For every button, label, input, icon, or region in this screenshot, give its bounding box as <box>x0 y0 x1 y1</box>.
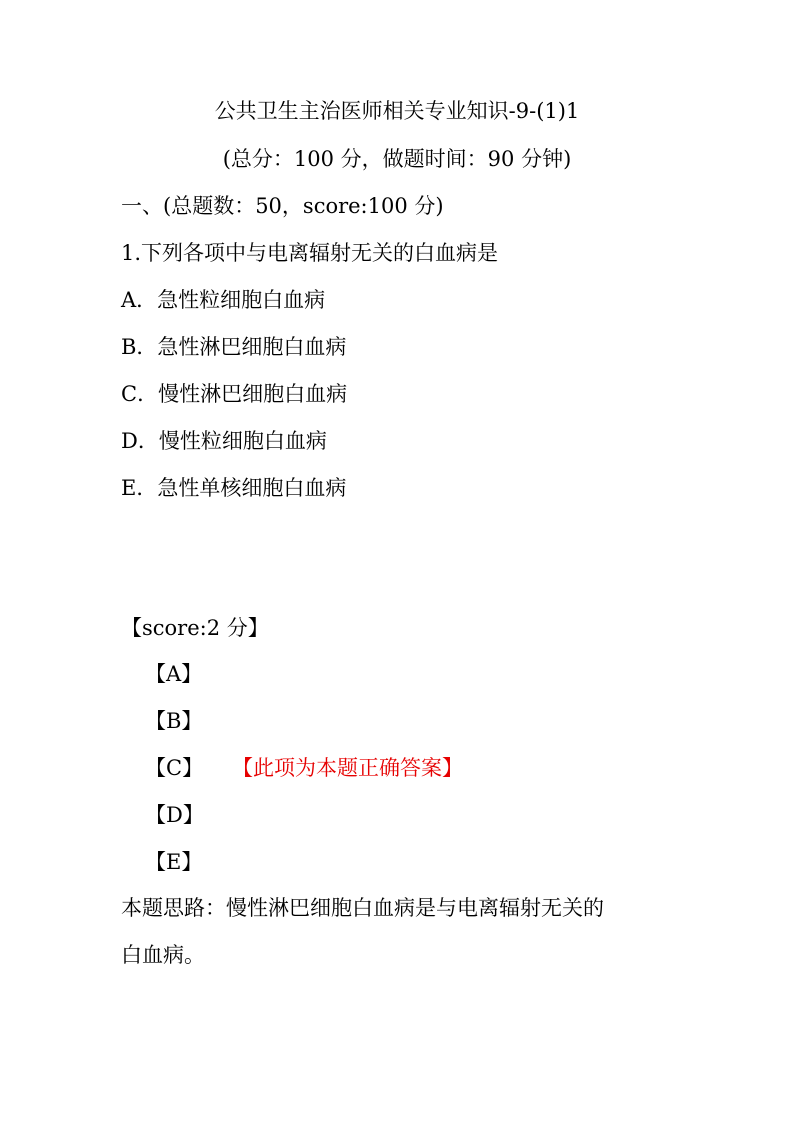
question-text: 1.下列各项中与电离辐射无关的白血病是 <box>121 241 499 265</box>
score-label: 【score:2 分】 <box>121 616 269 640</box>
explanation-line-2: 白血病。 <box>121 943 205 967</box>
option-b: B．急性淋巴细胞白血病 <box>121 335 347 359</box>
document-subtitle: (总分：100 分，做题时间：90 分钟) <box>222 147 572 171</box>
answer-d-label: 【D】 <box>145 803 204 827</box>
option-d: D．慢性粒细胞白血病 <box>121 429 327 453</box>
option-a: A．急性粒细胞白血病 <box>121 288 326 312</box>
answer-e-label: 【E】 <box>145 850 203 874</box>
correct-answer-note: 【此项为本题正确答案】 <box>232 756 463 780</box>
option-c: C．慢性淋巴细胞白血病 <box>121 382 348 406</box>
option-e: E．急性单核细胞白血病 <box>121 476 347 500</box>
answer-a-label: 【A】 <box>145 662 203 686</box>
answer-b-label: 【B】 <box>145 709 203 733</box>
document-title: 公共卫生主治医师相关专业知识-9-(1)1 <box>214 99 580 123</box>
section-header: 一、(总题数：50，score:100 分) <box>121 194 444 218</box>
answer-c-label: 【C】 <box>145 756 204 780</box>
explanation-line-1: 本题思路：慢性淋巴细胞白血病是与电离辐射无关的 <box>121 896 604 920</box>
